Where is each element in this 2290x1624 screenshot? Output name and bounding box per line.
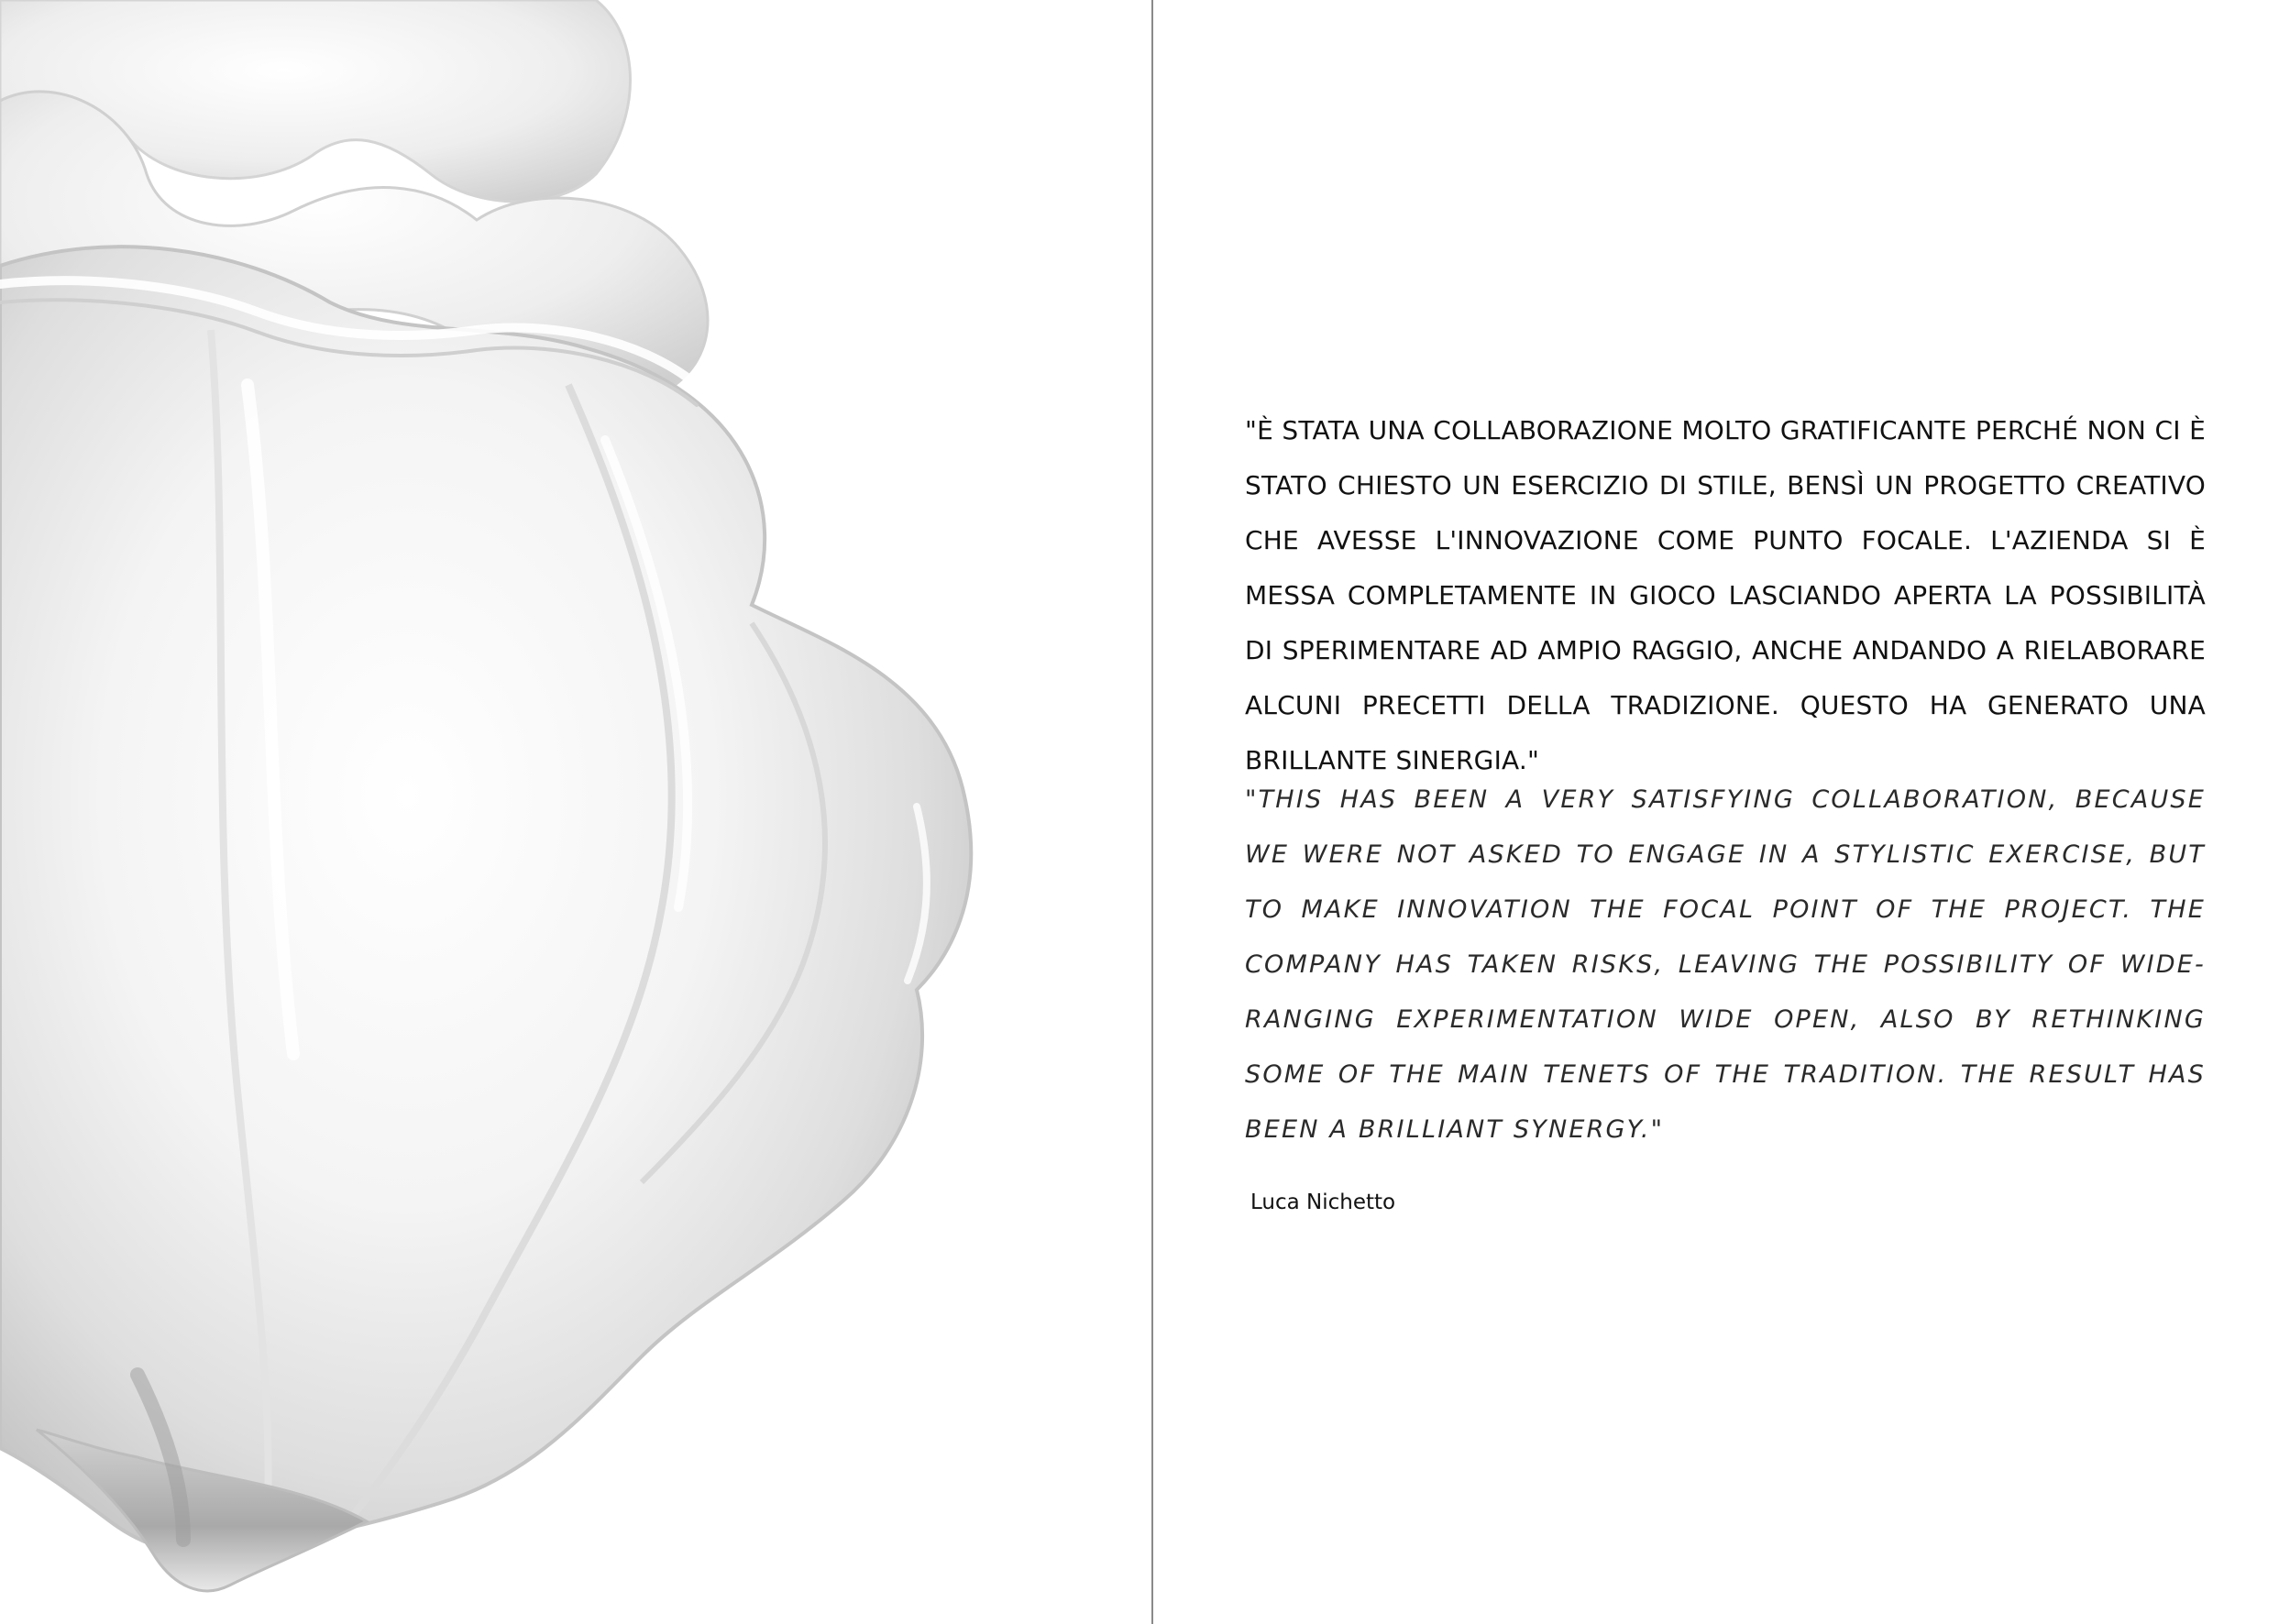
quote-italian: "È STATA UNA COLLABORAZIONE MOLTO GRATIFICANTE PERCHÉ NON CI È STATO CHIESTO UN ESERCIZIO DI STILE, BENSÌ UN PROGETTO CREATIVO CHE AVESSE L'INNOVAZIONE COME PUNTO FOCALE. L'AZIENDA SI È MESSA COMPLETAMENTE IN GIOCO LASCIANDO APERTA LA POSSIBILITÀ DI SPERIMENTARE AD AMPIO RAGGIO, ANCHE ANDANDO A RIELABORARE ALCUNI PRECETTI DELLA TRADIZIONE. QUESTO HA GENERATO UNA BRILLANTE SINERGIA." — [1245, 415, 2206, 775]
quote-author: Luca Nichetto — [1250, 1191, 1396, 1214]
right-page — [1153, 0, 2290, 1624]
quote-english: "THIS HAS BEEN A VERY SATISFYING COLLABORATION, BECAUSE WE WERE NOT ASKED TO ENGAGE IN A STYLISTIC EXERCISE, BUT TO MAKE INNOVATION THE FOCAL POINT OF THE PROJECT. THE COMPANY HAS TAKEN RISKS, LEAVING THE POSSIBILITY OF WIDE-RANGING EXPERIMENTATION WIDE OPEN, ALSO BY RETHINKING SOME OF THE MAIN TENETS OF THE TRADITION. THE RESULT HAS BEEN A BRILLIANT SYNERGY." — [1245, 785, 2206, 1144]
main-bulb — [0, 247, 971, 1553]
